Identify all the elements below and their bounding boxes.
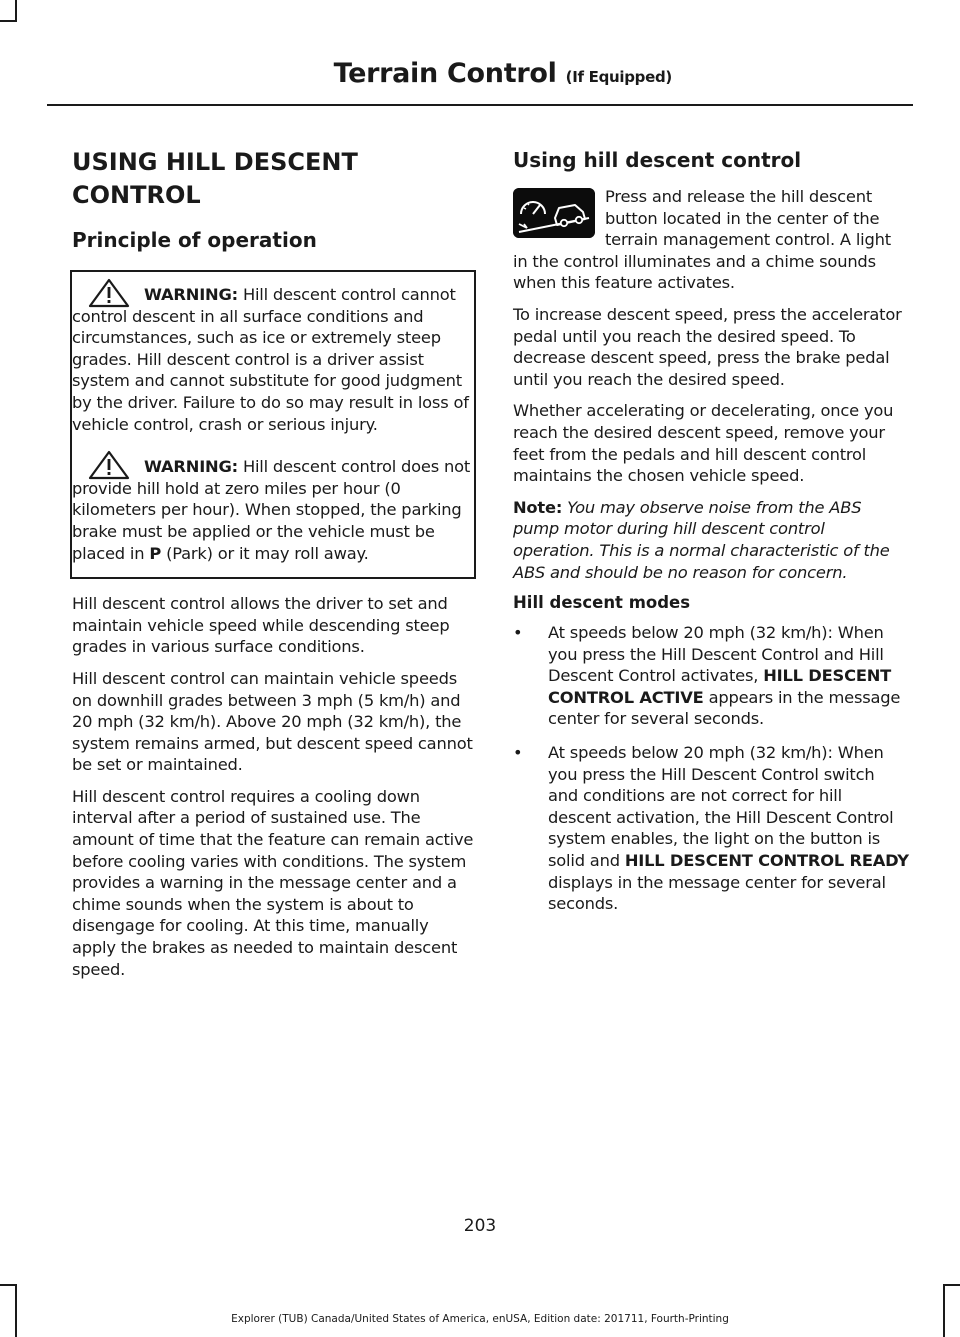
- warning-2-text: Hill descent control does not provide hill hold at zero miles per hour (0 kilometers per hour). When stopped, the parking brake must be applied or the vehicle must be placed in: [72, 457, 471, 563]
- warning-2-text-end: (Park) or it may roll away.: [166, 543, 369, 563]
- warning-1: [72, 284, 474, 435]
- left-column: [72, 146, 476, 990]
- section-heading: USING HILL DESCENT: [72, 148, 358, 176]
- warning-1-label: WARNING:: [144, 285, 238, 304]
- bullet: •: [513, 623, 523, 643]
- message-text: HILL DESCENT CONTROL ACTIVE: [548, 666, 892, 707]
- list-item: [513, 742, 909, 915]
- warning-1-text: Hill descent control cannot control descent in all surface conditions and circumstances, such as ice or extremely steep grades. Hill descent control is a driver assist system and cannot substitute for good judgment by the driver. Failure to do so may result in loss of vehicle control, crash or serious injury.: [72, 285, 469, 434]
- list-item-text: At speeds below 20 mph (32 km/h): When you press the Hill Descent Control switch and conditions are not correct for hill descent activation, the Hill Descent Control system enables, the light on the button is solid and: [548, 743, 894, 871]
- bullet: •: [513, 743, 523, 763]
- crop-mark: [15, 1284, 17, 1337]
- paragraph: Hill descent control allows the driver to set and maintain vehicle speed while descending steep grades in various surface conditions.: [72, 594, 450, 657]
- list-item-text-end: appears in the message center for several seconds.: [548, 687, 901, 729]
- paragraph: Press and release the hill descent button located in the center of the terrain management control. A light in the control illuminates and a chime sounds when this feature activates.: [513, 187, 891, 293]
- header-title: Terrain Control: [333, 58, 557, 89]
- paragraph: To increase descent speed, press the accelerator pedal until you reach the desired speed. To decrease descent speed, press the brake pedal until you reach the desired speed.: [513, 304, 902, 389]
- header-subtitle: (If Equipped): [565, 68, 672, 86]
- warning-triangle-icon: [88, 450, 130, 480]
- note: [513, 497, 909, 583]
- note-label: Note:: [513, 497, 563, 517]
- list-item-text-end: displays in the message center for several seconds.: [548, 872, 886, 914]
- crop-mark: [15, 0, 17, 20]
- warning-2: [72, 456, 474, 564]
- crop-mark: [0, 1284, 17, 1286]
- list-item: [513, 622, 909, 730]
- right-column: [513, 146, 909, 927]
- modes-heading: Hill descent modes: [513, 593, 691, 613]
- section-heading: Using hill descent control: [513, 148, 802, 172]
- subheading: Principle of operation: [72, 228, 317, 252]
- warning-box: [70, 270, 476, 579]
- page-number: 203: [463, 1216, 497, 1236]
- crop-mark: [0, 20, 17, 22]
- paragraph: Whether accelerating or decelerating, once you reach the desired descent speed, remove your feet from the pedals and hill descent control maintains the chosen vehicle speed.: [513, 401, 894, 486]
- message-text: HILL DESCENT CONTROL READY: [624, 851, 909, 871]
- paragraph: Hill descent control can maintain vehicle speeds on downhill grades between 3 mph (5 km/h) and 20 mph (32 km/h). Above 20 mph (32 km/h), the system remains armed, but descent speed cannot be set or maintained.: [72, 668, 473, 775]
- footer: Explorer (TUB) Canada/United States of America, enUSA, Edition date: 201711, Fourth-Printing: [231, 1313, 729, 1325]
- modes-list: [513, 622, 909, 915]
- paragraph: Hill descent control requires a cooling down interval after a period of sustained use. The amount of time that the feature can remain active before cooling varies with conditions. The system provides a warning in the message center and a chime sounds when the system is about to disengage for cooling. At this time, manually apply the brakes as needed to maintain descent speed.: [72, 786, 474, 979]
- hill-descent-icon: [513, 188, 595, 238]
- page-header: [334, 58, 672, 89]
- note-text: You may observe noise from the ABS pump motor during hill descent control operation. This is a normal characteristic of the ABS and should be no reason for concern.: [513, 497, 890, 582]
- warning-triangle-icon: [88, 278, 130, 308]
- list-item-text: At speeds below 20 mph (32 km/h): When you press the Hill Descent Control and Hill Descent Control activates,: [548, 623, 884, 686]
- crop-mark: [943, 1284, 960, 1286]
- crop-mark: [943, 1284, 945, 1337]
- header-rule: [47, 104, 913, 106]
- park-letter: P: [149, 543, 162, 563]
- section-heading-line2: CONTROL: [72, 181, 201, 209]
- warning-2-label: WARNING:: [144, 457, 238, 477]
